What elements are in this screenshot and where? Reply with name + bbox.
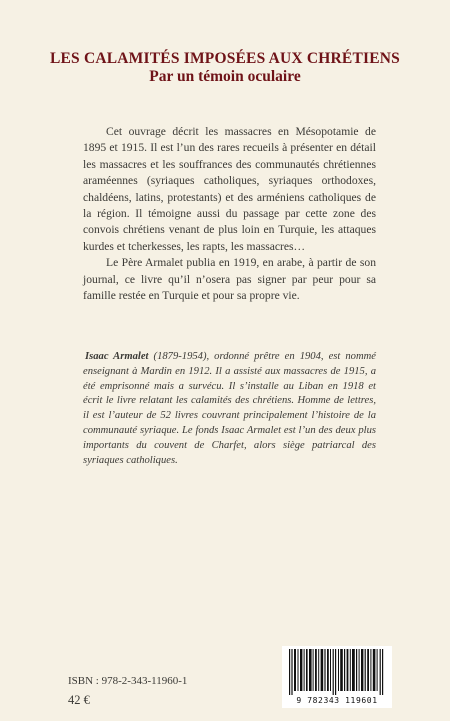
author-bio [83, 350, 376, 468]
price-label: 42 € [68, 693, 90, 707]
isbn-label: ISBN : 978-2-343-11960-1 [68, 675, 188, 687]
summary-paragraph-1: Cet ouvrage décrit les massacres en Mésopotamie de 1895 et 1915. Il est l’un des rares recueils à présenter en détail les massacres et les souffrances des communautés chrétiennes araméennes (syriaques catholiques, syriaques orthodoxes, chaldéens, latins, protestants) et des arméniens catholiques de la région. Il témoigne aussi du passage par cette zone des convois chrétiens venant de plus loin en Turquie, les attaques kurdes et tcherkesses, les rapts, les massacres… [83, 125, 376, 253]
barcode-icon [287, 649, 387, 695]
book-title: LES CALAMITÉS IMPOSÉES AUX CHRÉTIENS [49, 50, 400, 67]
barcode [282, 646, 392, 708]
author-name: Isaac Armalet [85, 351, 149, 362]
author-bio-paragraph [83, 350, 376, 468]
book-subtitle: Par un témoin oculaire [149, 68, 301, 85]
barcode-digits: 9 782343 119601 [296, 696, 378, 705]
author-bio-text: (1879-1954), ordonné prêtre en 1904, est nommé enseignant à Mardin en 1912. Il a assisté aux massacres de 1915, a été emprisonné mais a survécu. Il s’installe au Liban en 1918 et écrit le livre relatant les calamités des chrétiens. Homme de lettres, il est l’auteur de 52 livres couvrant principalement l’histoire de la communauté syriaque. Le fonds Isaac Armalet est l’un des deux plus importants du couvent de Charfet, alors siège patriarcal des syriaques catholiques. [83, 351, 376, 466]
summary-paragraph-2: Le Père Armalet publia en 1919, en arabe, à partir de son journal, ce livre qu’il n’osera pas signer par peur pour sa famille restée en Turquie et pour sa propre vie. [83, 256, 376, 303]
summary-text [83, 124, 376, 304]
